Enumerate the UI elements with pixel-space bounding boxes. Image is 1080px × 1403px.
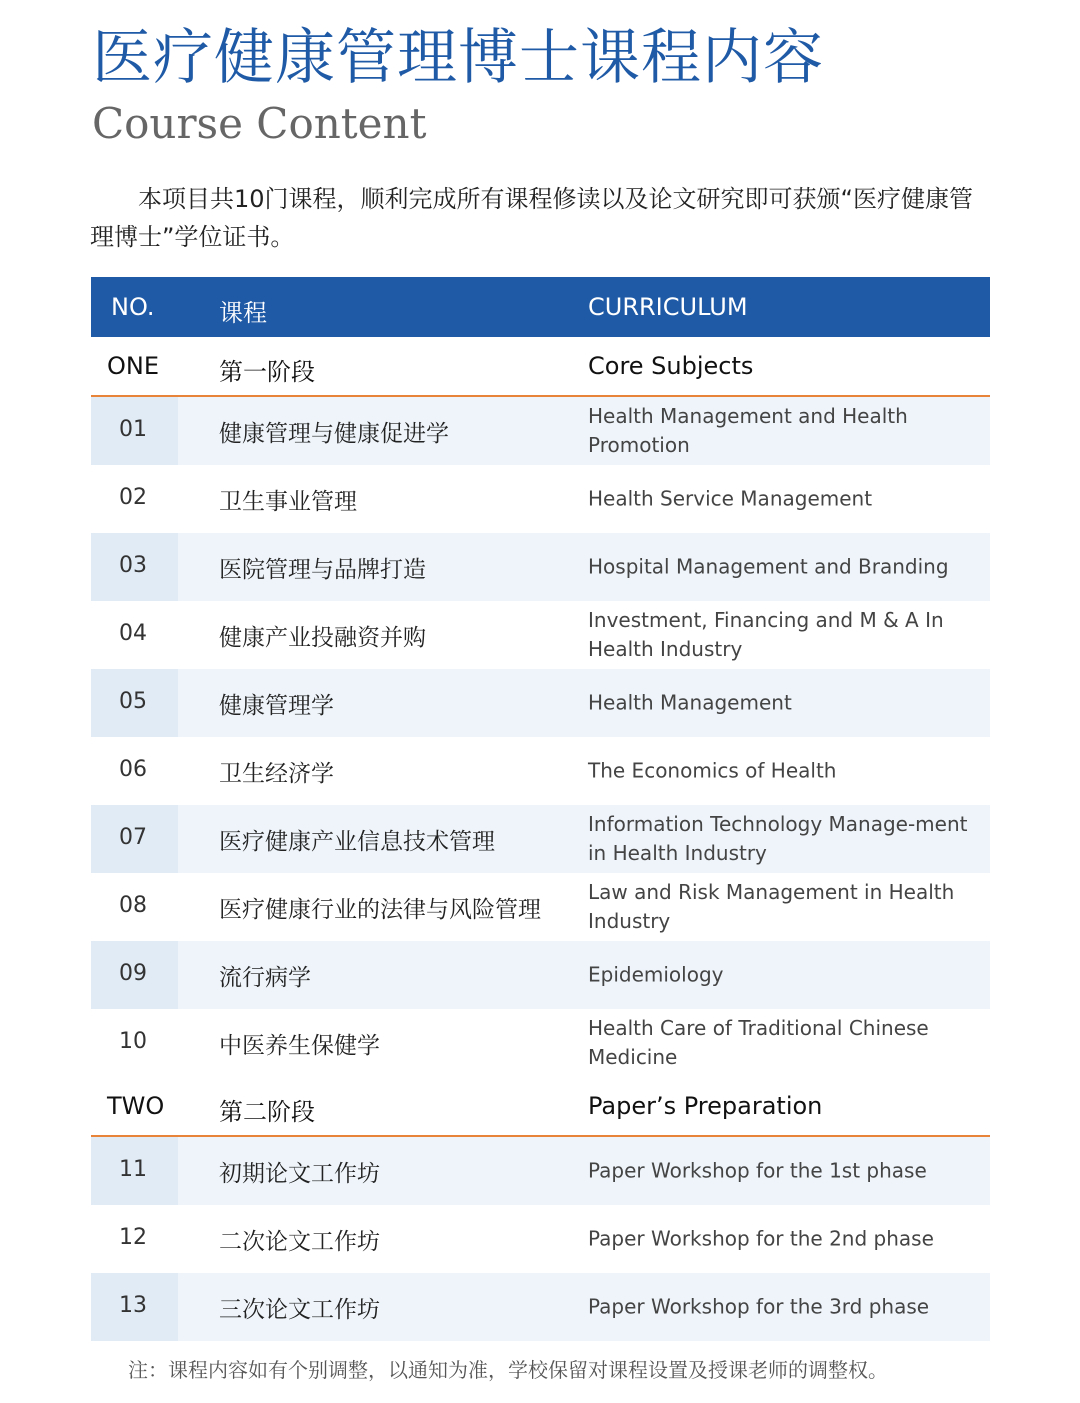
- course-name-en: Health Care of Traditional Chinese Medicine: [588, 1016, 929, 1069]
- course-name-en: Paper Workshop for the 1st phase: [588, 1158, 927, 1183]
- course-name-en: Information Technology Manage-ment in Health Industry: [588, 812, 968, 865]
- table-row: [91, 397, 990, 465]
- course-name-cn: 卫生事业管理: [219, 489, 357, 515]
- stage-en: Paper’s Preparation: [588, 1092, 823, 1120]
- course-name-cn: 健康管理与健康促进学: [219, 421, 449, 447]
- footnote: 注：课程内容如有个别调整，以通知为准，学校保留对课程设置及授课老师的调整权。: [128, 1358, 888, 1382]
- course-name-en: Health Management: [588, 690, 792, 715]
- stage-cn: 第二阶段: [219, 1098, 315, 1126]
- course-name-en: Health Service Management: [588, 486, 873, 511]
- page-subtitle: Course Content: [92, 99, 427, 148]
- course-name-cn: 健康管理学: [219, 693, 334, 719]
- row-number: 07: [119, 825, 147, 850]
- course-name-cn: 中医养生保健学: [219, 1033, 380, 1059]
- page-title: 医疗健康管理博士课程内容: [92, 23, 824, 93]
- course-name-en: The Economics of Health: [588, 758, 837, 783]
- course-name-en: Paper Workshop for the 3rd phase: [588, 1294, 930, 1319]
- table-row: [91, 465, 990, 533]
- row-number: 09: [119, 961, 147, 986]
- row-number: 13: [119, 1293, 147, 1318]
- course-name-cn: 二次论文工作坊: [219, 1229, 380, 1255]
- row-number: 08: [119, 893, 147, 918]
- stage-no: ONE: [107, 352, 160, 380]
- table-row: [91, 805, 990, 873]
- table-row: [91, 1205, 990, 1273]
- course-name-cn: 三次论文工作坊: [219, 1297, 380, 1323]
- table-header: [91, 277, 990, 337]
- course-name-cn: 初期论文工作坊: [219, 1161, 380, 1187]
- stage-two-row: [91, 1077, 990, 1137]
- course-table: [91, 277, 990, 1341]
- course-name-en: Law and Risk Management in Health Industry: [588, 880, 955, 933]
- course-name-cn: 流行病学: [219, 965, 311, 991]
- course-name-cn: 医院管理与品牌打造: [219, 557, 426, 583]
- stage-cn: 第一阶段: [219, 358, 315, 386]
- table-row: [91, 873, 990, 941]
- table-row: [91, 1009, 990, 1077]
- row-number: 10: [119, 1029, 147, 1054]
- table-row: [91, 601, 990, 669]
- header-curriculum: CURRICULUM: [588, 293, 748, 321]
- row-number: 01: [119, 417, 147, 442]
- course-name-cn: 卫生经济学: [219, 761, 334, 787]
- table-row: [91, 533, 990, 601]
- row-number: 05: [119, 689, 147, 714]
- stage-no: TWO: [107, 1092, 165, 1120]
- table-row: [91, 941, 990, 1009]
- course-name-en: Hospital Management and Branding: [588, 554, 949, 579]
- header-no: NO.: [111, 293, 155, 321]
- table-row: [91, 737, 990, 805]
- course-name-en: Health Management and Health Promotion: [588, 404, 908, 457]
- row-number: 12: [119, 1225, 147, 1250]
- course-name-cn: 健康产业投融资并购: [219, 625, 426, 651]
- course-name-en: Paper Workshop for the 2nd phase: [588, 1226, 934, 1251]
- stage-one-row: [91, 337, 990, 397]
- table-row: [91, 1273, 990, 1341]
- header-course: 课程: [219, 299, 267, 327]
- row-number: 02: [119, 485, 147, 510]
- course-name-en: Epidemiology: [588, 962, 724, 987]
- row-number: 04: [119, 621, 147, 646]
- course-name-cn: 医疗健康行业的法律与风险管理: [219, 897, 541, 923]
- row-number: 11: [119, 1157, 147, 1182]
- table-row: [91, 1137, 990, 1205]
- row-number: 03: [119, 553, 147, 578]
- course-name-en: Investment, Financing and M & A In Health Industry: [588, 608, 944, 661]
- stage-en: Core Subjects: [588, 352, 754, 380]
- course-name-cn: 医疗健康产业信息技术管理: [219, 829, 495, 855]
- row-number: 06: [119, 757, 147, 782]
- table-row: [91, 669, 990, 737]
- intro-paragraph: 本项目共10门课程，顺利完成所有课程修读以及论文研究即可获颁“医疗健康管理博士”学位证书。: [90, 185, 973, 251]
